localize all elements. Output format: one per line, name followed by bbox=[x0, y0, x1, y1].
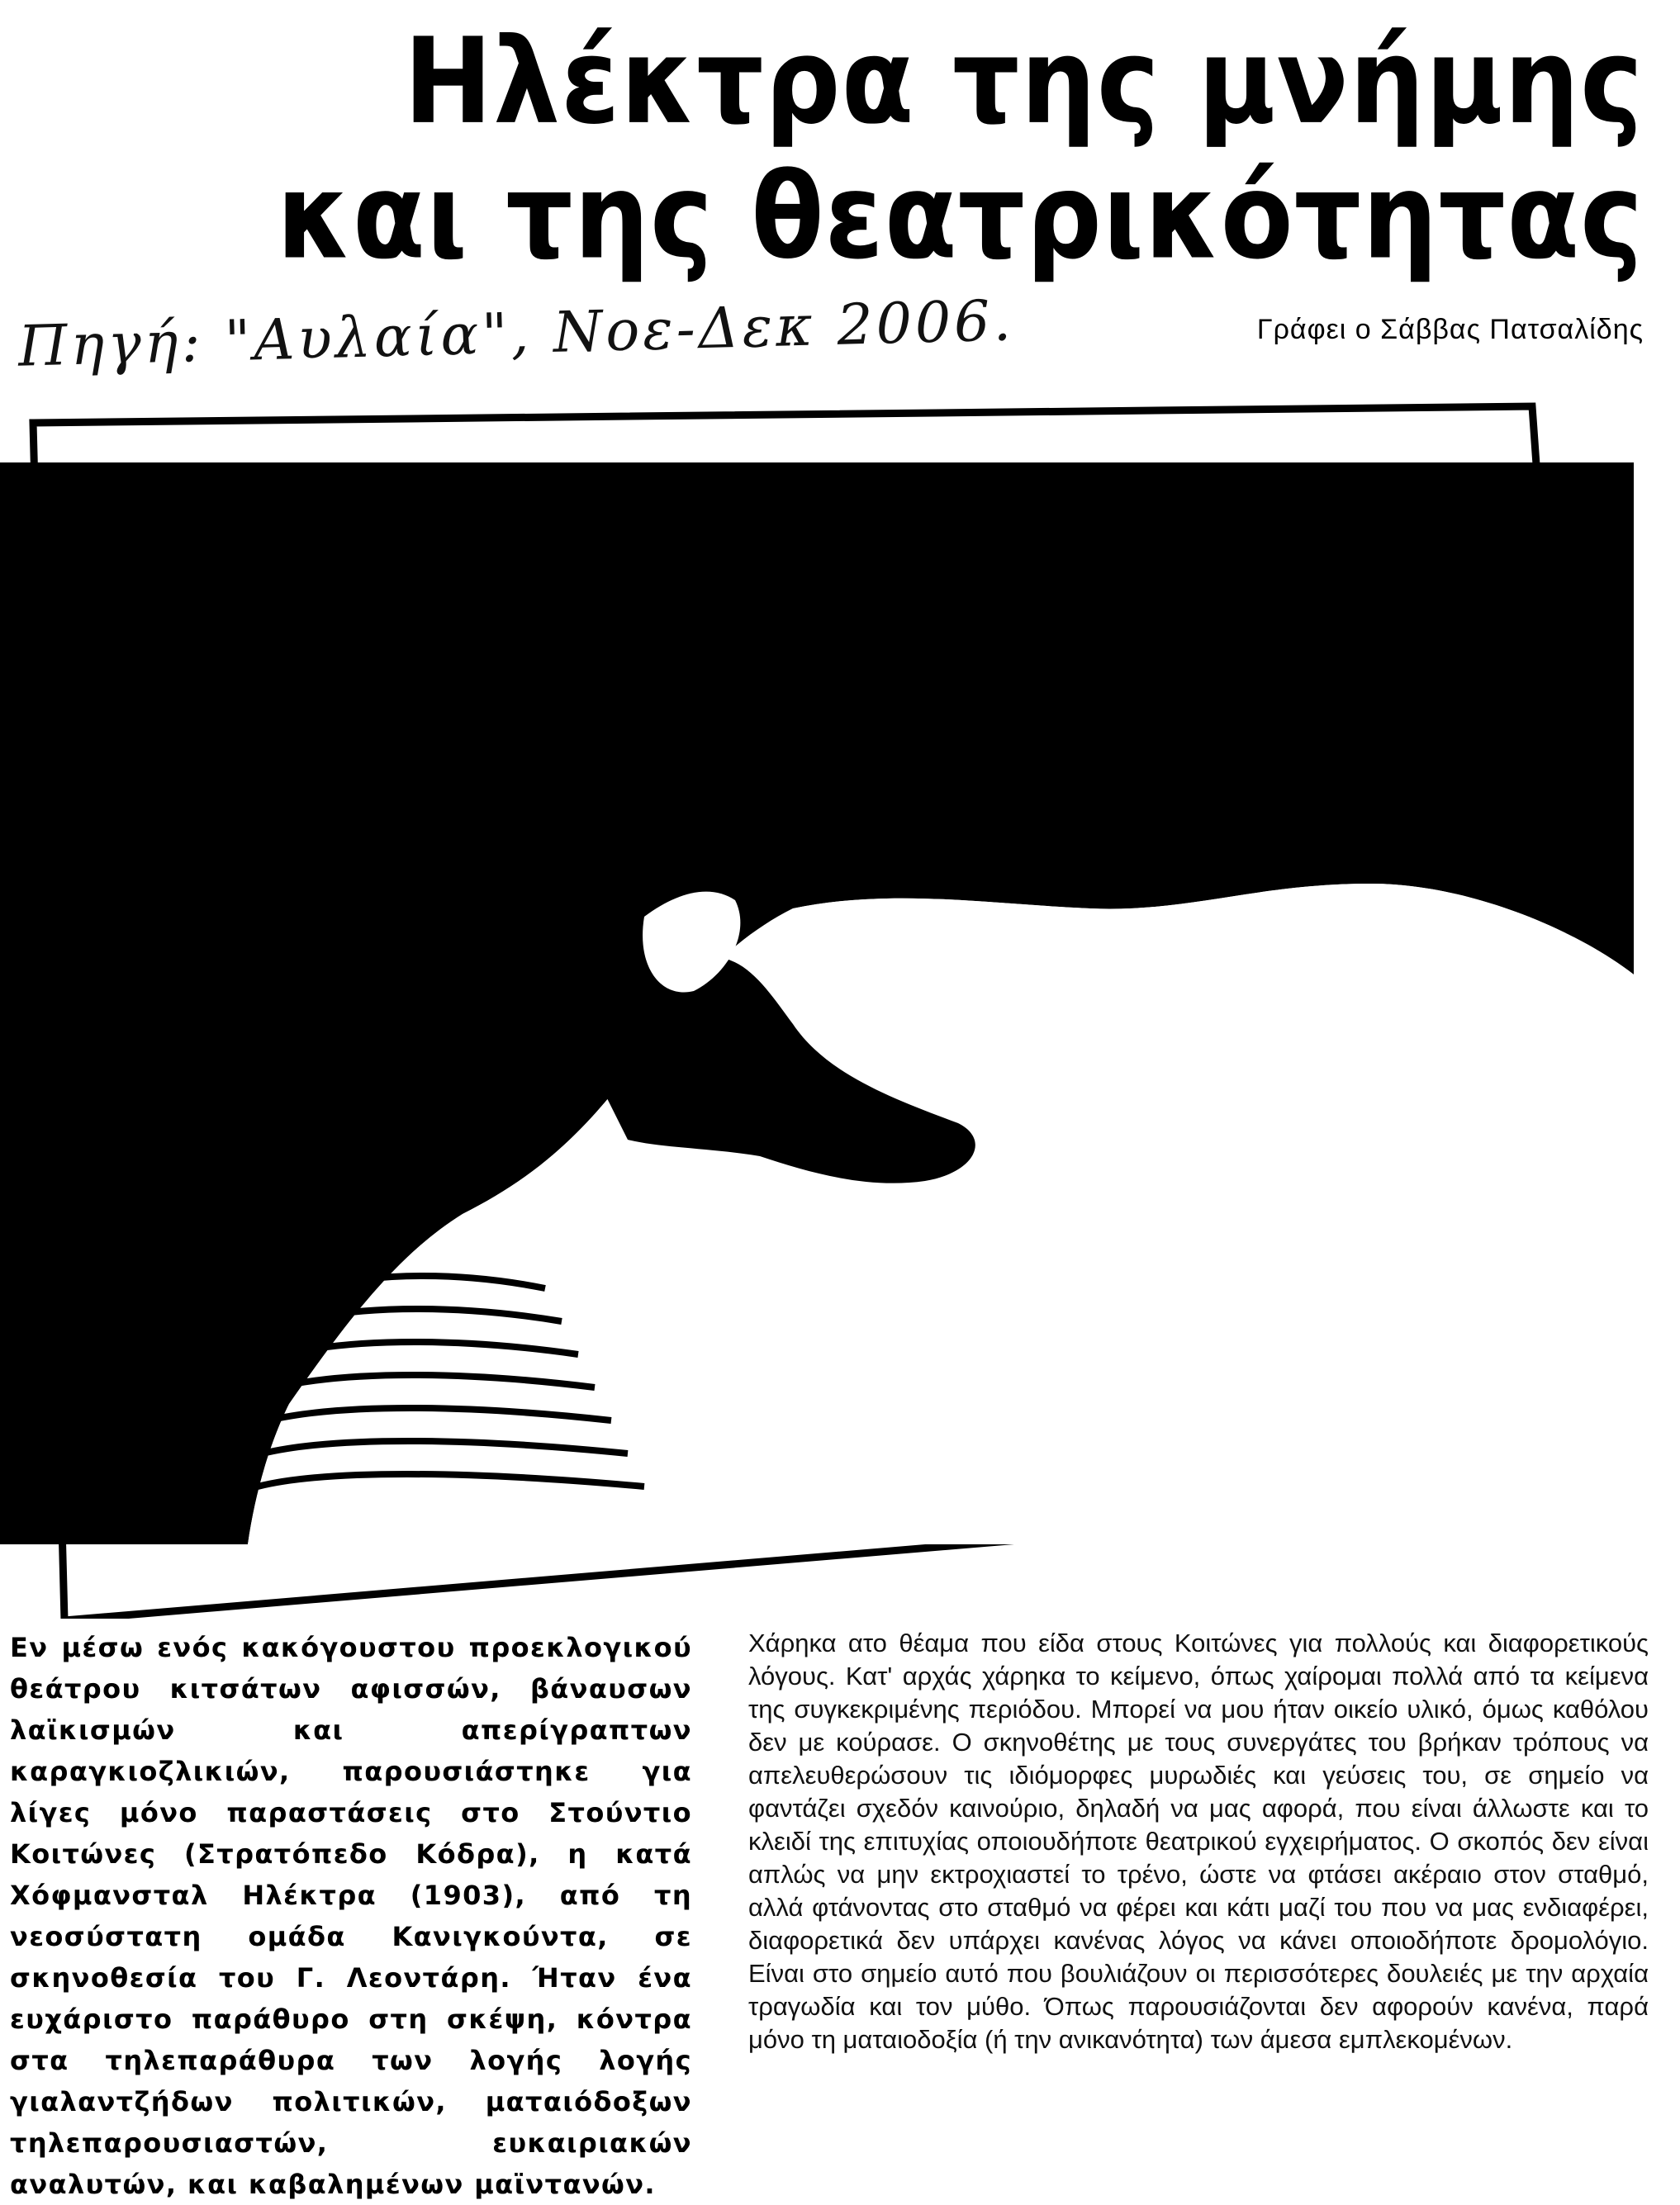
body-paragraph-left: Εν μέσω ενός κακόγουστου προεκλογικού θεάτρου κιτσάτων αφισσών, βάναυσων λαϊκισμών και απερίγραπτων καραγκιοζλικιών, παρουσιάστηκε για λίγες μόνο παραστάσεις στο Στούντιο Κοιτώνες (Στρατόπεδο Κόδρα), η κατά Χόφμανσταλ Ηλέκτρα (1903), από τη νεοσύστατη ομάδα Κανιγκούντα, σε σκηνοθεσία του Γ. Λεοντάρη. Ήταν ένα ευχάριστο παράθυρο στη σκέψη, κόντρα στα τηλεπαράθυρα των λογής λογής γιαλαντζήδων πολιτικών, ματαιόδοξων τηλεπαρουσιαστών, ευκαιριακών αναλυτών, και καβαλημένων μαϊντανών. bbox=[10, 1632, 692, 2200]
byline: Γράφει ο Σάββας Πατσαλίδης bbox=[1256, 314, 1644, 345]
body-column-right bbox=[748, 1627, 1649, 2056]
body-column-left bbox=[10, 1627, 692, 2205]
body-paragraph-right: Χάρηκα ατο θέαμα που είδα στους Κοιτώνες για πολλούς και διαφορετικούς λόγους. Κατ' αρχάς χάρηκα το κείμενο, όπως χαίρομαι πολλά από τα κείμενα της συγκεκριμένης περιόδου. Μπορεί να μου ήταν οικείο υλικό, όμως καθόλου δεν με κούρασε. Ο σκηνοθέτης με τους συνεργάτες του βρήκαν τρόπους να απελευθερώσουν τις ιδιόμορφες μυρωδιές και γεύσεις του, σε σημείο να φαντάζει σχεδόν καινούριο, δηλαδή να μας αφορά, που είναι άλλωστε και το κλειδί της επιτυχίας οποιουδήποτε θεατρικού εγχειρήματος. Ο σκοπός δεν είναι απλώς να μην εκτροχιαστεί το τρένο, ώστε να φτάσει ακέραιο στον σταθμό, αλλά φτάνοντας στο σταθμό να φέρει και κάτι μαζί του που να μας ενδιαφέρει, διαφορετικά δεν υπάρχει κανένας λόγος να κάνει οποιοδήποτε δρομολόγιο. Είναι στο σημείο αυτό που βουλιάζουν οι περισσότερες δουλειές με την αρχαία τραγωδία και τον μύθο. Όπως παρουσιάζονται δεν αφορούν κανένα, παρά μόνο τη ματαιοδοξία (ή την ανικανότητα) των άμεσα εμπλεκομένων. bbox=[748, 1629, 1649, 2054]
title-line-1: Ηλέκτρα της μνήμης bbox=[403, 12, 1644, 151]
handwritten-source-note: Πηγή: "Αυλαία", Νοε-Δεκ 2006. bbox=[17, 288, 1015, 380]
title-line-2: και της θεατρικότητας bbox=[276, 148, 1644, 287]
